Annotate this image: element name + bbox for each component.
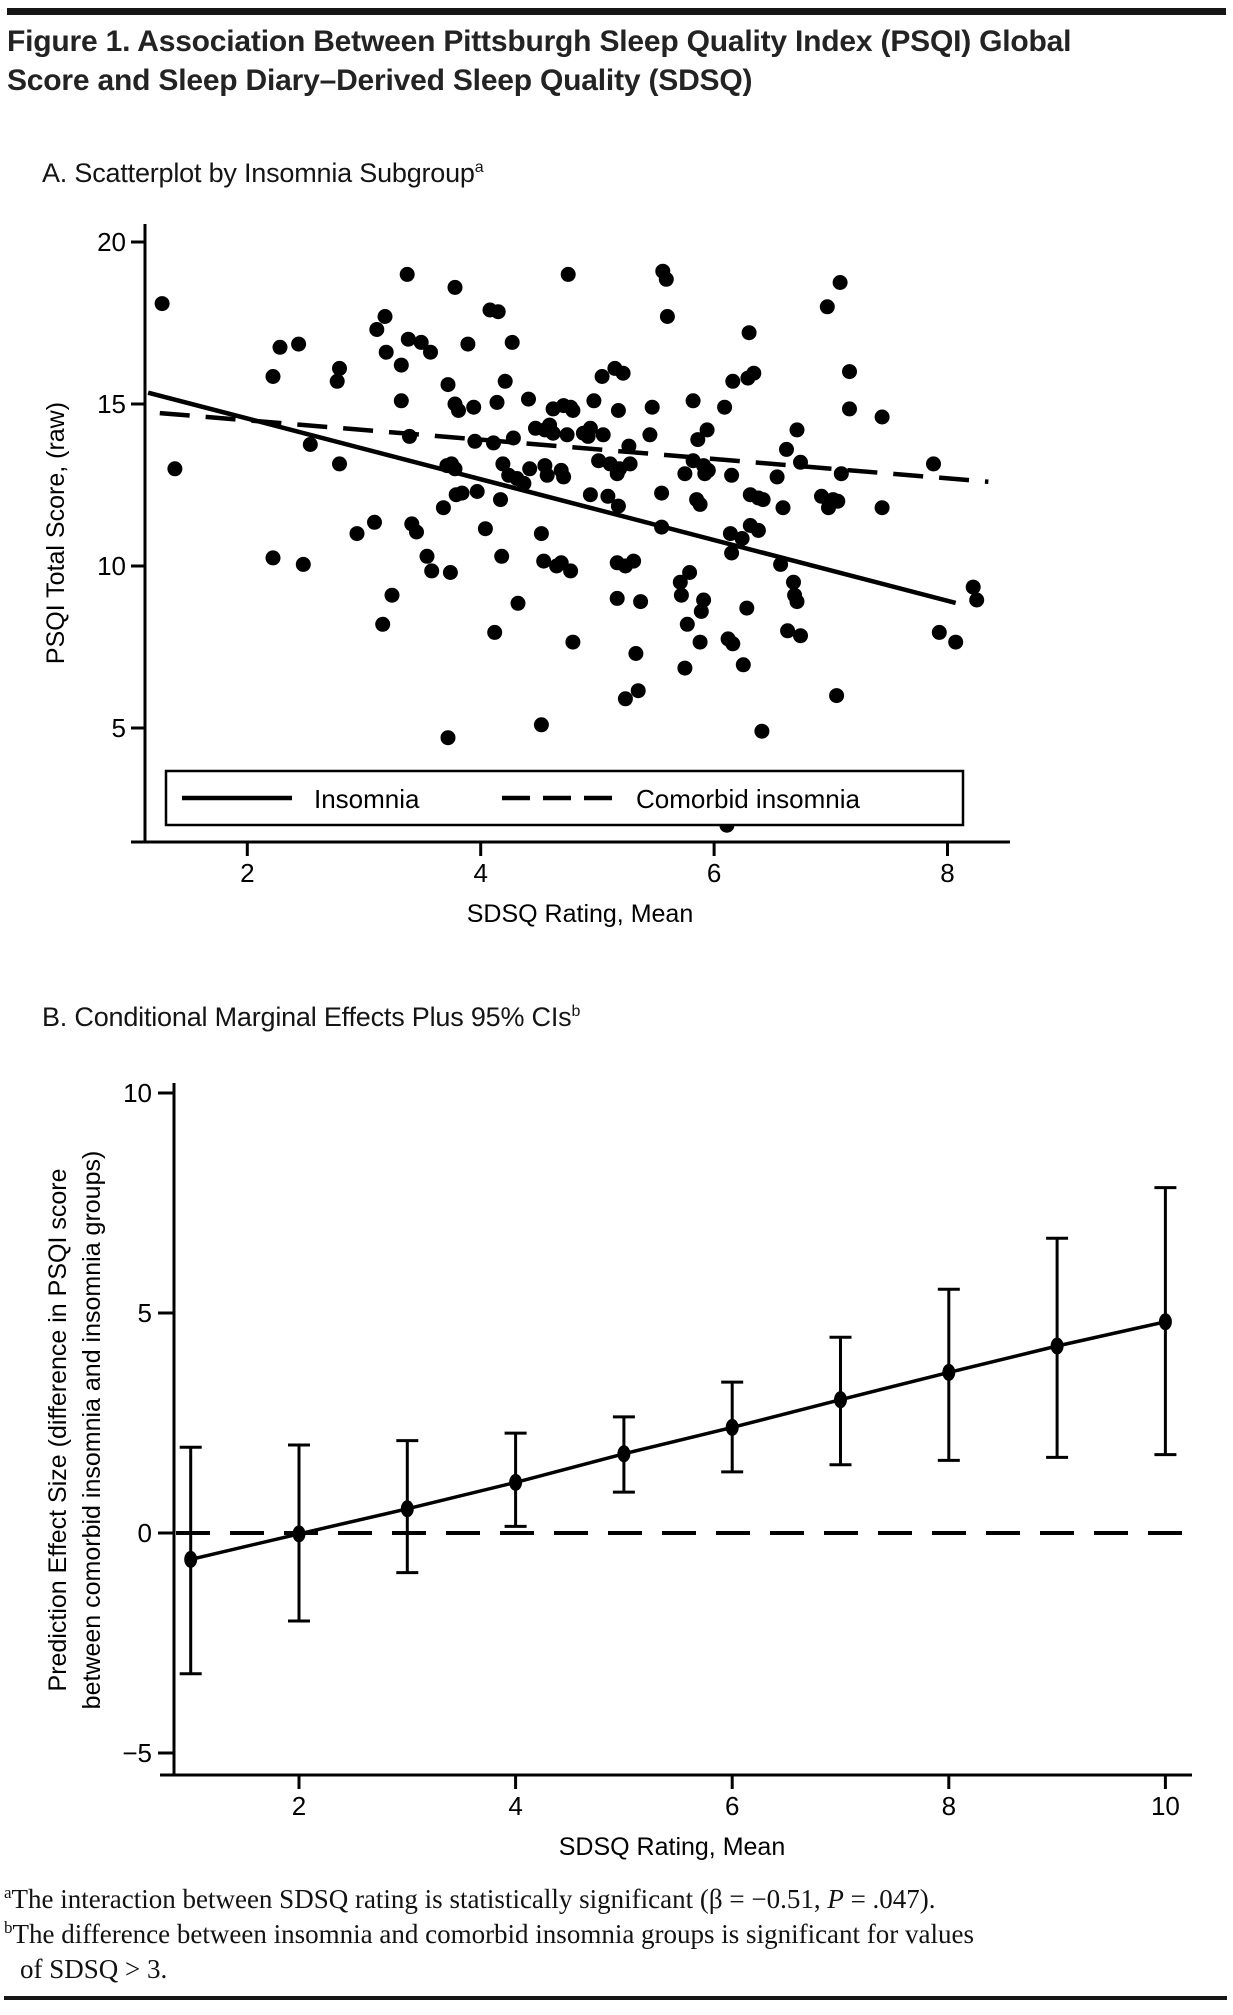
scatter-point: [686, 393, 701, 408]
scatter-point: [560, 427, 575, 442]
scatter-point: [821, 500, 836, 515]
effect-marker: [942, 1364, 955, 1381]
scatter-point: [332, 456, 347, 471]
tick-label: 8: [941, 1791, 957, 1821]
scatter-point: [690, 432, 705, 447]
scatter-point: [739, 601, 754, 616]
scatter-point: [611, 403, 626, 418]
scatter-point: [746, 366, 761, 381]
scatter-point: [420, 549, 435, 564]
scatter-point: [493, 492, 508, 507]
tick-label: 6: [706, 858, 722, 888]
scatter-point: [505, 335, 520, 350]
scatter-point: [466, 400, 481, 415]
effect-marker: [293, 1525, 306, 1542]
scatter-point: [522, 461, 537, 476]
effect-marker: [1051, 1338, 1064, 1355]
scatter-point: [969, 593, 984, 608]
panel-a-chart: [42, 224, 1010, 928]
scatter-point: [266, 550, 281, 565]
scatter-point: [725, 374, 740, 389]
scatter-point: [583, 487, 598, 502]
scatter-points: [155, 264, 985, 833]
scatter-point: [540, 468, 555, 483]
scatter-point: [521, 392, 536, 407]
scatter-point: [534, 717, 549, 732]
scatter-point: [494, 549, 509, 564]
scatter-point: [875, 500, 890, 515]
legend-label-insomnia: Insomnia: [314, 784, 420, 814]
scatter-point: [724, 468, 739, 483]
scatter-point: [409, 525, 424, 540]
scatter-point: [628, 646, 643, 661]
scatter-point: [623, 456, 638, 471]
scatter-point: [467, 434, 482, 449]
scatter-point: [680, 617, 695, 632]
footnote-b-line2: of SDSQ > 3.: [20, 1954, 168, 1984]
scatter-point: [595, 369, 610, 384]
scatter-point: [332, 361, 347, 376]
panel-b-y-label-line1: Prediction Effect Size (difference in PSQI score: [44, 1168, 72, 1692]
scatter-point: [266, 369, 281, 384]
footnote-a: [4, 1882, 1226, 1917]
scatter-point: [770, 469, 785, 484]
scatter-point: [155, 296, 170, 311]
scatter-point: [536, 554, 551, 569]
scatter-point: [645, 400, 660, 415]
panel-a-legend: [166, 771, 963, 825]
scatter-point: [677, 466, 692, 481]
scatter-point: [834, 466, 849, 481]
scatter-point: [546, 426, 561, 441]
scatter-point: [451, 403, 466, 418]
footnote-a-text-end: = .047).: [843, 1884, 936, 1914]
scatter-point: [633, 594, 648, 609]
scatter-point: [693, 497, 708, 512]
scatter-point: [443, 565, 458, 580]
footnote-b-line1: The difference between insomnia and comorbid insomnia groups is significant for values: [12, 1919, 974, 1949]
scatter-point: [498, 374, 513, 389]
scatter-point: [926, 456, 941, 471]
figure-heading-line1: Figure 1. Association Between Pittsburgh Sleep Quality Index (PSQI) Global: [7, 25, 1072, 58]
scatter-point: [833, 275, 848, 290]
scatter-point: [790, 422, 805, 437]
scatter-point: [441, 730, 456, 745]
scatter-point: [561, 267, 576, 282]
footnote-a-italic: P: [827, 1884, 844, 1914]
scatter-point: [618, 691, 633, 706]
scatter-point: [394, 358, 409, 373]
scatter-point: [350, 526, 365, 541]
scatter-point: [441, 377, 456, 392]
scatter-point: [367, 515, 382, 530]
tick-label: 15: [97, 389, 126, 419]
scatter-point: [423, 345, 438, 360]
scatter-point: [455, 486, 470, 501]
scatter-point: [401, 332, 416, 347]
tick-label: 4: [508, 1791, 523, 1821]
scatter-point: [776, 500, 791, 515]
scatter-point: [932, 625, 947, 640]
scatter-point: [842, 401, 857, 416]
scatter-point: [966, 580, 981, 595]
scatter-point: [677, 661, 692, 676]
scatter-point: [586, 393, 601, 408]
panel-a-y-label: PSQI Total Score, (raw): [42, 401, 70, 665]
scatter-point: [491, 304, 506, 319]
scatter-point: [394, 393, 409, 408]
scatter-point: [751, 523, 766, 538]
scatter-point: [296, 557, 311, 572]
panel-b-x-label: SDSQ Rating, Mean: [558, 1833, 786, 1861]
fit-line-comorbid: [160, 413, 989, 482]
tick-label: 2: [291, 1791, 307, 1821]
scatter-point: [626, 554, 641, 569]
panel-b-chart: [44, 1078, 1192, 1861]
bottom-rule: [4, 1996, 1227, 2000]
scatter-point: [694, 604, 709, 619]
scatter-point: [379, 345, 394, 360]
scatter-point: [291, 337, 306, 352]
scatter-point: [330, 374, 345, 389]
tick-label: 5: [137, 1298, 152, 1328]
scatter-point: [610, 591, 625, 606]
scatter-point: [565, 403, 580, 418]
scatter-point: [611, 499, 626, 514]
scatter-point: [660, 309, 675, 324]
tick-label: 4: [473, 858, 488, 888]
scatter-point: [460, 337, 475, 352]
panel-b-title-text: B. Conditional Marginal Effects Plus 95% CIs: [42, 1002, 572, 1032]
scatter-point: [875, 410, 890, 425]
legend-label-comorbid: Comorbid insomnia: [636, 784, 860, 814]
effect-marker: [509, 1474, 522, 1491]
tick-label: 2: [240, 858, 255, 888]
scatter-point: [369, 322, 384, 337]
tick-label: 10: [123, 1078, 152, 1108]
scatter-point: [596, 427, 611, 442]
scatter-point: [793, 628, 808, 643]
scatter-point: [829, 688, 844, 703]
scatter-point: [616, 366, 631, 381]
scatter-point: [786, 575, 801, 590]
scatter-point: [842, 364, 857, 379]
scatter-point: [303, 437, 318, 452]
scatter-point: [642, 427, 657, 442]
tick-label: 0: [137, 1518, 152, 1548]
scatter-point: [674, 588, 689, 603]
scatter-point: [487, 625, 502, 640]
scatter-point: [534, 526, 549, 541]
scatter-point: [273, 340, 288, 355]
scatter-point: [631, 683, 646, 698]
effect-marker: [401, 1500, 414, 1517]
panel-b-title-sup: b: [571, 1003, 581, 1020]
scatter-point: [563, 563, 578, 578]
panel-a-title-sup: a: [474, 159, 484, 176]
scatter-point: [378, 309, 393, 324]
scatter-point: [673, 575, 688, 590]
effect-marker: [726, 1419, 739, 1436]
footnote-a-sup: a: [4, 1883, 12, 1902]
scatter-point: [756, 492, 771, 507]
scatter-point: [790, 594, 805, 609]
scatter-point: [583, 421, 598, 436]
scatter-point: [470, 484, 485, 499]
scatter-point: [385, 588, 400, 603]
effect-marker: [1159, 1313, 1172, 1330]
scatter-point: [565, 635, 580, 650]
tick-label: 8: [940, 858, 955, 888]
scatter-point: [511, 596, 526, 611]
scatter-point: [693, 635, 708, 650]
panel-a-x-label: SDSQ Rating, Mean: [466, 900, 694, 928]
footnote-b-sup: b: [4, 1918, 13, 1937]
scatter-point: [725, 636, 740, 651]
tick-label: 10: [1150, 1791, 1180, 1821]
tick-label: −5: [122, 1738, 152, 1768]
scatter-point: [754, 724, 769, 739]
scatter-point: [610, 466, 625, 481]
scatter-point: [820, 299, 835, 314]
scatter-point: [556, 469, 571, 484]
footnote-a-text: The interaction between SDSQ rating is statistically significant (β = −0.51,: [11, 1884, 828, 1914]
scatter-point: [424, 563, 439, 578]
scatter-point: [167, 461, 182, 476]
footnote-b: [4, 1917, 1226, 1952]
footnotes: [4, 1882, 1226, 1987]
scatter-point: [779, 442, 794, 457]
effect-marker: [617, 1445, 630, 1462]
scatter-point: [948, 635, 963, 650]
scatter-point: [742, 325, 757, 340]
tick-label: 6: [724, 1791, 740, 1821]
panel-b-y-label-line2: between comorbid insomnia and insomnia groups): [78, 1150, 106, 1710]
scatter-point: [490, 395, 505, 410]
scatter-point: [697, 466, 712, 481]
scatter-point: [717, 400, 732, 415]
scatter-point: [659, 272, 674, 287]
tick-label: 10: [97, 551, 126, 581]
figure-heading-line2: Score and Sleep Diary–Derived Sleep Quality (SDSQ): [7, 64, 753, 97]
tick-label: 20: [97, 227, 126, 257]
scatter-point: [736, 657, 751, 672]
scatter-point: [436, 500, 451, 515]
tick-label: 5: [111, 713, 126, 743]
effect-marker: [834, 1391, 847, 1408]
scatter-point: [400, 267, 415, 282]
effect-line: [191, 1322, 1166, 1560]
scatter-point: [478, 521, 493, 536]
effect-marker: [184, 1551, 197, 1568]
scatter-point: [448, 280, 463, 295]
panel-a-title-text: A. Scatterplot by Insomnia Subgroup: [42, 158, 475, 188]
scatter-point: [780, 623, 795, 638]
scatter-point: [654, 486, 669, 501]
scatter-point: [375, 617, 390, 632]
